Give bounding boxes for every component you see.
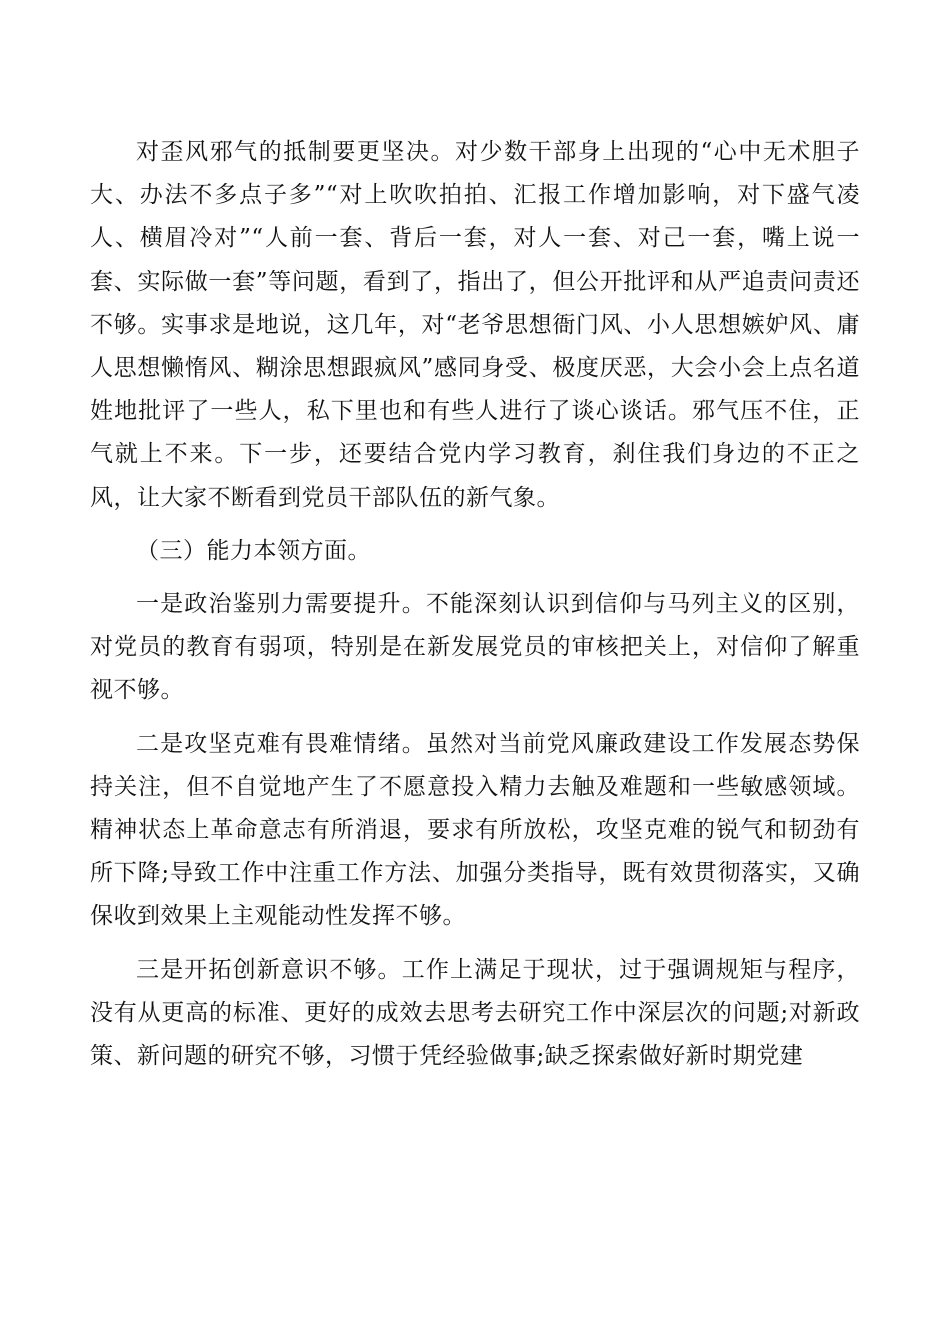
section-heading-ability: （三）能力本领方面。 (136, 537, 371, 564)
paragraph-innovation-awareness: 三是开拓创新意识不够。工作上满足于现状，过于强调规矩与程序，没有从更高的标准、更好的成效去思考去研究工作中深层次的问题;对新政策、新问题的研究不够，习惯于凭经验做事;缺乏探索做好新时期党建 (90, 956, 860, 1070)
paragraph-tackling-difficulties: 二是攻坚克难有畏难情绪。虽然对当前党风廉政建设工作发展态势保持关注，但不自觉地产生了不愿意投入精力去触及难题和一些敏感领域。精神状态上革命意志有所消退，要求有所放松，攻坚克难的锐气和韧劲有所下降;导致工作中注重工作方法、加强分类指导，既有效贯彻落实，又确保收到效果上主观能动性发挥不够。 (90, 730, 860, 930)
paragraph-political-discernment: 一是政治鉴别力需要提升。不能深刻认识到信仰与马列主义的区别，对党员的教育有弱项，特别是在新发展党员的审核把关上，对信仰了解重视不够。 (90, 591, 860, 704)
paragraph-evil-wind: 对歪风邪气的抵制要更坚决。对少数干部身上出现的“心中无术胆子大、办法不多点子多”“对上吹吹拍拍、汇报工作增加影响，对下盛气凌人、横眉冷对”“人前一套、背后一套，对人一套、对己一套，嘴上说一套、实际做一套”等问题，看到了，指出了，但公开批评和从严追责问责还不够。实事求是地说，这几年，对“老爷思想衙门风、小人思想嫉妒风、庸人思想懒惰风、糊涂思想跟疯风”感同身受、极度厌恶，大会小会上点名道姓地批评了一些人，私下里也和有些人进行了谈心谈话。邪气压不住，正气就上不来。下一步，还要结合党内学习教育，刹住我们身边的不正之风，让大家不断看到党员干部队伍的新气象。 (90, 139, 860, 511)
